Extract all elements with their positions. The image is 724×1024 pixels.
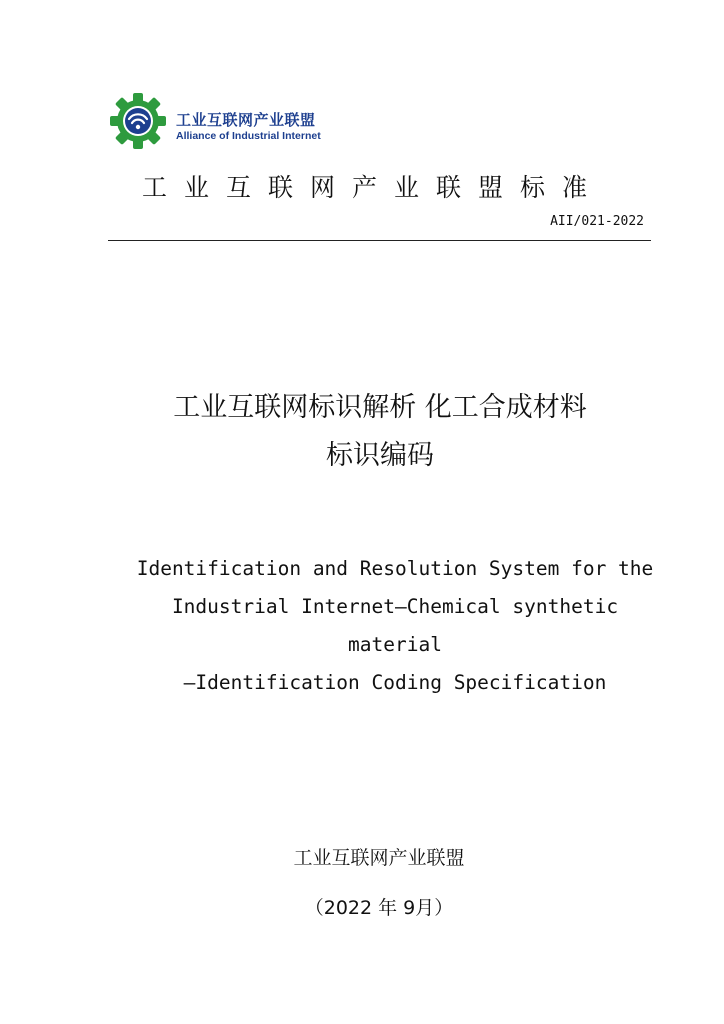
title-en-line: Industrial Internet—Chemical synthetic [171, 595, 619, 618]
standard-title: 工业互联网产业联盟标准 [141, 173, 604, 202]
header-divider [108, 240, 651, 241]
title-cn-line: 工业互联网标识解析 化工合成材料 [173, 392, 587, 423]
logo-chinese-name: 工业互联网产业联盟 [176, 111, 316, 129]
title-en-line: —Identification Coding Specification [183, 671, 607, 694]
title-en-line: material [348, 633, 442, 656]
publication-date: （2022 年 9月） [304, 897, 454, 919]
title-cn-line: 标识编码 [326, 440, 434, 471]
logo-english-name: Alliance of Industrial Internet [176, 130, 321, 142]
publisher-organization: 工业互联网产业联盟 [293, 847, 465, 869]
document-title-english [0, 550, 724, 702]
gear-wifi-logo-icon [108, 92, 168, 150]
alliance-logo [108, 92, 348, 150]
document-title-chinese [0, 384, 724, 480]
standard-code: AII/021-2022 [550, 214, 644, 229]
title-en-line: Identification and Resolution System for the [136, 557, 654, 580]
